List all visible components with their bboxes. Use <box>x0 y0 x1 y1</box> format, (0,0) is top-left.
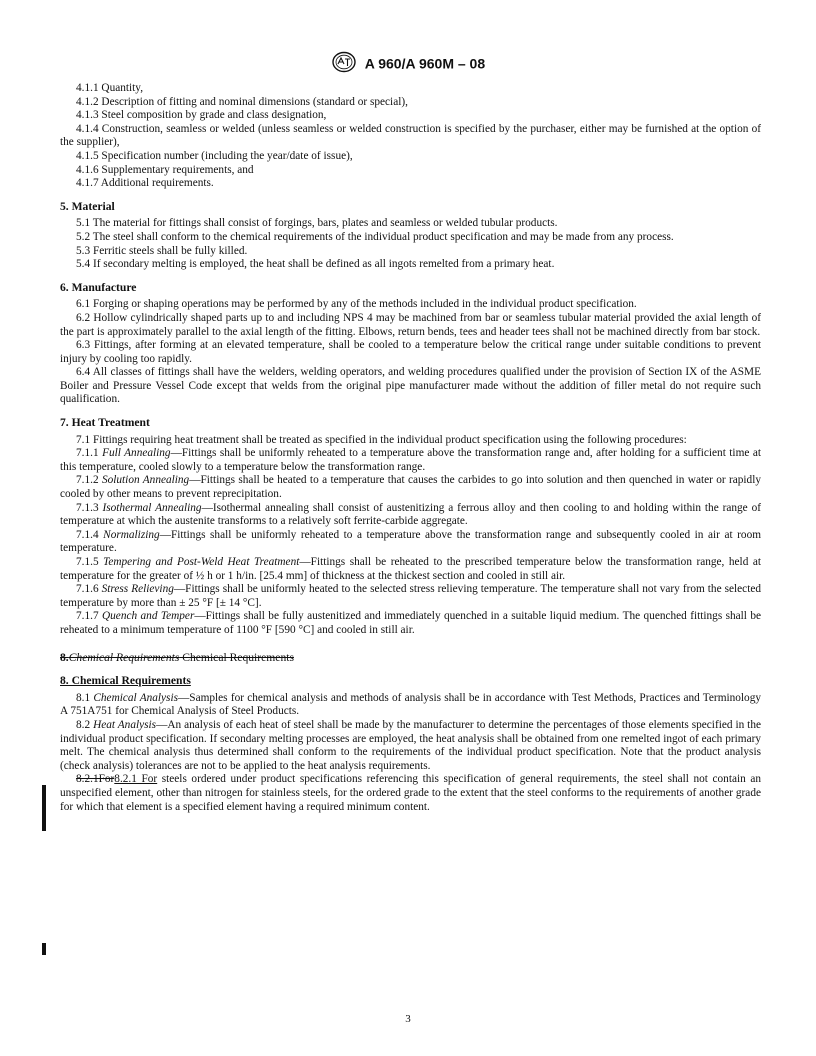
page-header <box>0 51 816 76</box>
revision-change-bar <box>42 785 46 831</box>
document-designation: A 960/A 960M – 08 <box>364 55 486 72</box>
page-number: 3 <box>405 1013 411 1025</box>
paragraph: 7.1.6 Stress Relieving—Fittings shall be uniformly heated to the selected stress relieving temperature. The temperature shall not vary from the selected temperature by more than ± 25 °F [± 14 °C]. <box>60 583 761 609</box>
paragraph: 7.1.5 Tempering and Post-Weld Heat Treatment—Fittings shall be reheated to the prescribed temperature below the transformation range, held at temperature for the greater of ½ h or 1 h/in. [25.4 mm] of thickness at the thickest section and cooled in still air. <box>60 556 761 582</box>
paragraph: 6.4 All classes of fittings shall have the welders, welding operators, and welding procedures qualified under the provision of Section IX of the ASME Boiler and Pressure Vessel Code except that welds from the original pipe manufacturer made without the addition of filler metal do not require such qualification. <box>60 366 761 406</box>
deleted-text: 8.2.1For <box>76 773 115 786</box>
paragraph: 6.2 Hollow cylindrically shaped parts up to and including NPS 4 may be machined from bar or seamless tubular material provided the axial length of the part is approximately parallel to the axial length of the fitting. Elbows, return bends, tees and header tees shall not be machined directly from bar stock. <box>60 311 761 338</box>
inserted-text: 8.2.1 For <box>114 773 158 786</box>
deleted-section-heading: 8.Chemical Requirements Chemical Requirements <box>60 650 294 664</box>
paragraph: 7.1.3 Isothermal Annealing—Isothermal annealing shall consist of austenitizing a ferrous alloy and then cooling to and holding within the range of temperature at which the austenite transforms to a relatively soft ferrite-carbide aggregate. <box>60 501 761 528</box>
list-item: 4.1.4 Construction, seamless or welded (unless seamless or welded construction is specified by the purchaser, either may be furnished at the option of the supplier), <box>60 122 761 149</box>
section-heading-material: 5. Material <box>60 199 115 213</box>
section-heading-heat-treatment: 7. Heat Treatment <box>60 416 150 430</box>
paragraph: 6.3 Fittings, after forming at an elevated temperature, shall be cooled to a temperature below the critical range under suitable conditions to prevent injury by cooling too rapidly. <box>60 339 761 365</box>
section-heading-manufacture: 6. Manufacture <box>60 280 137 294</box>
paragraph: 5.2 The steel shall conform to the chemical requirements of the individual product specification and may be made from any process. <box>76 230 674 243</box>
section-heading-chemical-requirements: 8. Chemical Requirements <box>60 674 191 688</box>
list-item: 4.1.3 Steel composition by grade and class designation, <box>76 109 327 122</box>
paragraph: 7.1 Fittings requiring heat treatment shall be treated as specified in the individual product specification using the following procedures: <box>76 433 687 446</box>
list-4-1 <box>60 82 761 191</box>
paragraph: 5.4 If secondary melting is employed, the heat shall be defined as all ingots remelted from a primary heat. <box>76 258 555 271</box>
list-item: 4.1.6 Supplementary requirements, and <box>76 163 254 176</box>
paragraph: 8.2.1For8.2.1 For steels ordered under product specifications referencing this specification of general requirements, the steel shall not contain an unspecified element, other than nitrogen for stainless steels, for the ordered grade to the extent that the steel conforms to the requirements of another grade for which that element is a specified element having a required minimum content. <box>60 773 761 813</box>
list-item: 4.1.2 Description of fitting and nominal dimensions (standard or special), <box>76 95 408 108</box>
paragraph: 8.2 Heat Analysis—An analysis of each heat of steel shall be made by the manufacturer to determine the percentages of those elements specified in the individual product specification. If secondary melting processes are employed, the heat analysis shall be obtained from one remelted ingot of each primary melt. The chemical analysis thus determined shall conform to the requirements of the individual product specification. Note that the product analysis (check analysis) tolerances are not to be applied to the heat analysis requirements. <box>60 718 761 772</box>
paragraph: 6.1 Forging or shaping operations may be performed by any of the methods included in the individual product specification. <box>76 298 637 311</box>
paragraph: 5.3 Ferritic steels shall be fully killed. <box>76 244 248 257</box>
list-item: 4.1.1 Quantity, <box>76 82 144 94</box>
paragraph: 8.1 Chemical Analysis—Samples for chemical analysis and methods of analysis shall be in accordance with Test Methods, Practices and Terminology A 751A751 for Chemical Analysis of Steel Products. <box>60 691 761 718</box>
revision-change-bar <box>42 943 46 955</box>
paragraph: 7.1.4 Normalizing—Fittings shall be uniformly reheated to a temperature above the transformation range and subsequently cooled in air at room temperature. <box>60 528 762 555</box>
paragraph: 5.1 The material for fittings shall consist of forgings, bars, plates and seamless or welded tubular products. <box>76 217 558 230</box>
body-text <box>60 82 761 814</box>
paragraph: 7.1.1 Full Annealing—Fittings shall be uniformly reheated to a temperature above the transformation range and, after holding for a sufficient time at this temperature, cooled slowly to a temperature below the transformation range. <box>60 447 761 473</box>
paragraph: 7.1.7 Quench and Temper—Fittings shall be fully austenitized and immediately quenched in a suitable liquid medium. The quenched fittings shall be reheated to a minimum temperature of 1100 °F [590 °C] and cooled in still air. <box>60 610 762 636</box>
astm-logo-icon <box>331 51 357 76</box>
list-item: 4.1.5 Specification number (including the year/date of issue), <box>76 149 353 162</box>
list-item: 4.1.7 Additional requirements. <box>76 177 214 190</box>
paragraph: 7.1.2 Solution Annealing—Fittings shall be heated to a temperature that causes the carbides to go into solution and then quenched in water or rapidly cooled by other means to prevent reprecipitation. <box>60 474 761 501</box>
